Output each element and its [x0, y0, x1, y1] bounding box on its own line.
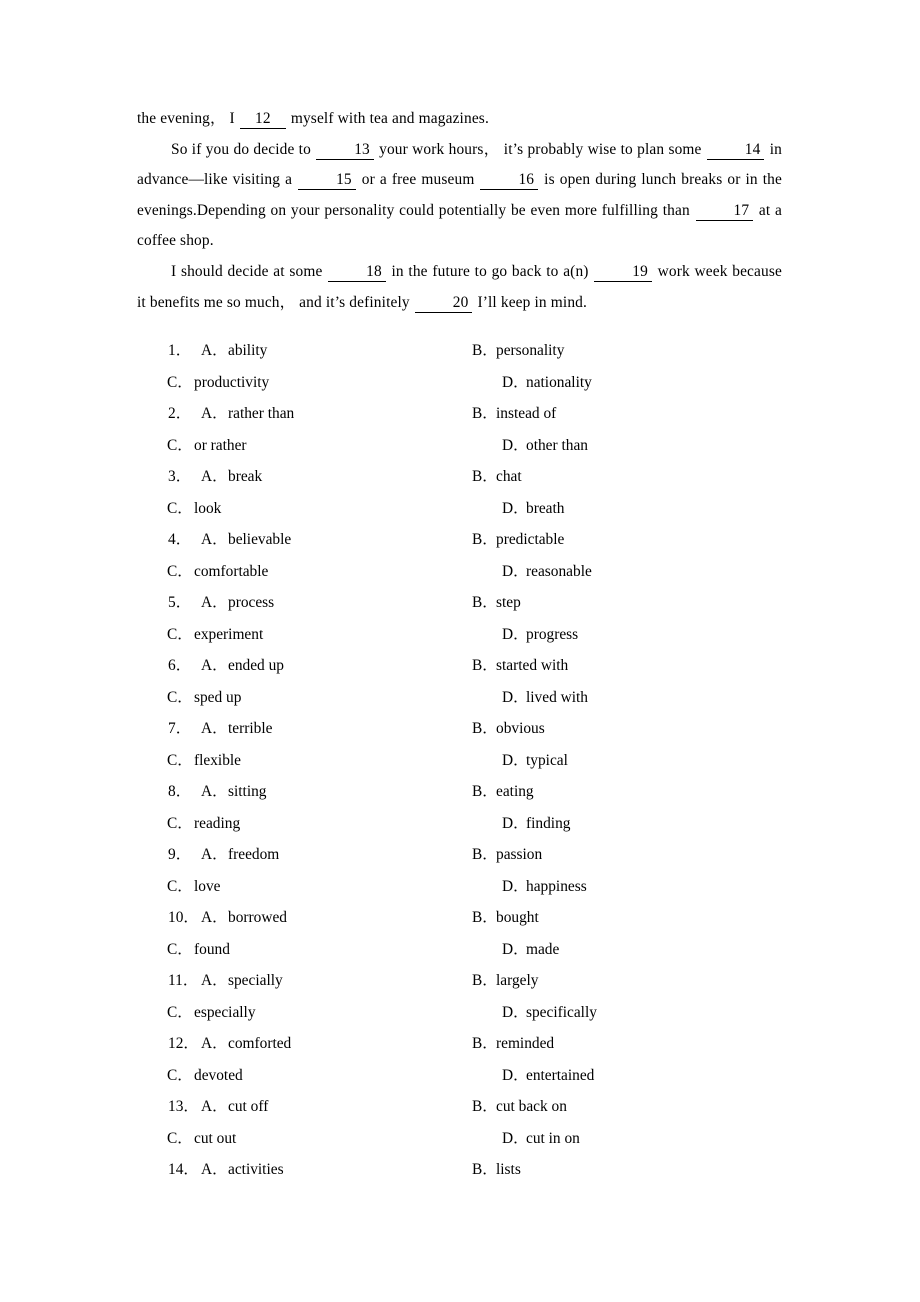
- answer-blank[interactable]: 20: [415, 294, 473, 313]
- option-letter: D．: [502, 499, 529, 517]
- option-text[interactable]: experiment: [194, 625, 264, 643]
- question-number: 3．: [168, 468, 192, 486]
- option-text[interactable]: obvious: [496, 720, 545, 738]
- passage-text: work week because it benefits me so much， and it’s definitely: [137, 262, 782, 311]
- question-number: 2．: [168, 405, 192, 423]
- passage-paragraph: [137, 104, 782, 135]
- option-text[interactable]: cut off: [228, 1098, 269, 1116]
- option-text[interactable]: cut back on: [496, 1098, 567, 1116]
- option-text[interactable]: finding: [526, 814, 571, 832]
- option-text[interactable]: other than: [526, 436, 588, 454]
- option-letter: B．: [472, 342, 498, 360]
- option-text[interactable]: eating: [496, 783, 534, 801]
- option-letter: A．: [201, 1161, 228, 1179]
- option-letter: C．: [167, 373, 193, 391]
- option-text[interactable]: freedom: [228, 846, 280, 864]
- option-text[interactable]: cut in on: [526, 1129, 580, 1147]
- option-row: [137, 1028, 782, 1060]
- option-text[interactable]: started with: [496, 657, 569, 675]
- option-text[interactable]: love: [194, 877, 221, 895]
- option-letter: A．: [201, 909, 228, 927]
- option-letter: B．: [472, 468, 498, 486]
- passage-paragraph: [137, 257, 782, 318]
- option-letter: A．: [201, 405, 228, 423]
- option-row: [137, 367, 782, 399]
- option-text[interactable]: believable: [228, 531, 292, 549]
- option-text[interactable]: bought: [496, 909, 539, 927]
- option-text[interactable]: cut out: [194, 1129, 237, 1147]
- option-row: [137, 461, 782, 493]
- option-text[interactable]: specifically: [526, 1003, 597, 1021]
- answer-blank[interactable]: 14: [707, 141, 765, 160]
- option-letter: B．: [472, 405, 498, 423]
- option-letter: B．: [472, 972, 498, 990]
- option-letter: D．: [502, 940, 529, 958]
- option-letter: D．: [502, 751, 529, 769]
- question-number: 14．: [168, 1161, 199, 1179]
- option-letter: D．: [502, 1003, 529, 1021]
- passage-text: in advance—like visiting a: [137, 140, 782, 189]
- question-number: 11．: [168, 972, 199, 990]
- option-text[interactable]: ended up: [228, 657, 284, 675]
- passage-text: myself with tea and magazines.: [286, 110, 489, 127]
- question-number: 8．: [168, 783, 192, 801]
- option-letter: C．: [167, 751, 193, 769]
- option-row: [137, 934, 782, 966]
- option-letter: A．: [201, 1035, 228, 1053]
- question-number: 6．: [168, 657, 192, 675]
- option-letter: A．: [201, 531, 228, 549]
- option-text[interactable]: nationality: [526, 373, 592, 391]
- passage-text: is open during lunch breaks or in the evenings.Depending on your personality could potentially be even more fulfilling than: [137, 171, 782, 219]
- option-text[interactable]: ability: [228, 342, 268, 360]
- option-text[interactable]: look: [194, 499, 222, 517]
- option-row: [137, 965, 782, 997]
- option-text[interactable]: sped up: [194, 688, 242, 706]
- option-text[interactable]: progress: [526, 625, 579, 643]
- option-row: [137, 1091, 782, 1123]
- passage-text: So if you do decide to: [171, 140, 316, 158]
- option-row: [137, 619, 782, 651]
- passage-text: I should decide at some: [171, 262, 328, 280]
- option-row: [137, 430, 782, 462]
- option-letter: A．: [201, 657, 228, 675]
- option-text[interactable]: made: [526, 940, 560, 958]
- option-row: [137, 745, 782, 777]
- option-text[interactable]: rather than: [228, 405, 295, 423]
- option-letter: D．: [502, 625, 529, 643]
- option-letter: C．: [167, 1066, 193, 1084]
- option-letter: A．: [201, 972, 228, 990]
- option-text[interactable]: breath: [526, 499, 565, 517]
- option-row: [137, 902, 782, 934]
- option-text[interactable]: terrible: [228, 720, 273, 738]
- option-row: [137, 587, 782, 619]
- cloze-passage: [137, 104, 782, 318]
- option-letter: B．: [472, 909, 498, 927]
- option-row: [137, 682, 782, 714]
- answer-blank[interactable]: 19: [594, 263, 652, 282]
- option-letter: C．: [167, 499, 193, 517]
- option-text[interactable]: break: [228, 468, 263, 486]
- option-text[interactable]: instead of: [496, 405, 557, 423]
- option-text[interactable]: chat: [496, 468, 522, 486]
- option-letter: B．: [472, 1098, 498, 1116]
- passage-text: or a free museum: [356, 171, 480, 189]
- answer-blank[interactable]: 17: [696, 202, 754, 221]
- option-row: [137, 1154, 782, 1186]
- option-text[interactable]: specially: [228, 972, 283, 990]
- option-letter: C．: [167, 625, 193, 643]
- option-text[interactable]: passion: [496, 846, 543, 864]
- question-number: 12．: [168, 1035, 199, 1053]
- answer-blank[interactable]: 12: [240, 110, 286, 129]
- option-row: [137, 493, 782, 525]
- option-text[interactable]: reasonable: [526, 562, 592, 580]
- option-letter: B．: [472, 720, 498, 738]
- question-number: 9．: [168, 846, 192, 864]
- option-letter: A．: [201, 468, 228, 486]
- option-row: [137, 650, 782, 682]
- option-letter: D．: [502, 562, 529, 580]
- option-letter: B．: [472, 1161, 498, 1179]
- option-row: [137, 776, 782, 808]
- question-number: 10．: [168, 909, 199, 927]
- option-letter: A．: [201, 783, 228, 801]
- option-row: [137, 1060, 782, 1092]
- option-text[interactable]: borrowed: [228, 909, 287, 927]
- option-letter: D．: [502, 1066, 529, 1084]
- answer-blank[interactable]: 16: [480, 171, 538, 190]
- option-letter: B．: [472, 1035, 498, 1053]
- option-row: [137, 713, 782, 745]
- option-letter: C．: [167, 1003, 193, 1021]
- passage-text: I’ll keep in mind.: [473, 293, 588, 311]
- option-letter: B．: [472, 594, 498, 612]
- question-number: 4．: [168, 531, 192, 549]
- passage-text: at a coffee shop.: [137, 201, 782, 250]
- answer-blank[interactable]: 13: [316, 141, 374, 160]
- option-letter: A．: [201, 846, 228, 864]
- option-row: [137, 808, 782, 840]
- answer-blank[interactable]: 18: [328, 263, 386, 282]
- option-letter: B．: [472, 531, 498, 549]
- option-letter: C．: [167, 688, 193, 706]
- option-text[interactable]: comforted: [228, 1035, 292, 1053]
- option-letter: A．: [201, 342, 228, 360]
- option-row: [137, 556, 782, 588]
- option-letter: A．: [201, 720, 228, 738]
- question-number: 5．: [168, 594, 192, 612]
- option-text[interactable]: reminded: [496, 1035, 555, 1053]
- option-text[interactable]: lived with: [526, 688, 588, 706]
- option-text[interactable]: personality: [496, 342, 565, 360]
- option-letter: A．: [201, 594, 228, 612]
- question-number: 7．: [168, 720, 192, 738]
- option-row: [137, 871, 782, 903]
- option-text[interactable]: especially: [194, 1003, 256, 1021]
- passage-text: your work hours， it’s probably wise to plan some: [374, 140, 706, 158]
- option-letter: B．: [472, 657, 498, 675]
- option-text[interactable]: flexible: [194, 751, 242, 769]
- option-letter: D．: [502, 814, 529, 832]
- option-text[interactable]: entertained: [526, 1066, 595, 1084]
- option-text[interactable]: found: [194, 940, 230, 958]
- answer-blank[interactable]: 15: [298, 171, 356, 190]
- option-letter: D．: [502, 877, 529, 895]
- page-content: [137, 104, 782, 1186]
- option-letter: C．: [167, 562, 193, 580]
- option-text[interactable]: sitting: [228, 783, 267, 801]
- passage-text: the evening， I: [137, 110, 239, 127]
- option-letter: C．: [167, 877, 193, 895]
- option-letter: A．: [201, 1098, 228, 1116]
- option-text[interactable]: process: [228, 594, 275, 612]
- option-letter: C．: [167, 940, 193, 958]
- option-letter: C．: [167, 1129, 193, 1147]
- option-letter: C．: [167, 436, 193, 454]
- option-text[interactable]: activities: [228, 1161, 284, 1179]
- option-text[interactable]: largely: [496, 972, 539, 990]
- question-number: 13．: [168, 1098, 199, 1116]
- question-options-list: [137, 335, 782, 1186]
- option-text[interactable]: step: [496, 594, 521, 612]
- option-text[interactable]: lists: [496, 1161, 521, 1179]
- option-text[interactable]: or rather: [194, 436, 247, 454]
- option-row: [137, 524, 782, 556]
- option-text[interactable]: productivity: [194, 373, 270, 391]
- option-letter: B．: [472, 783, 498, 801]
- option-letter: C．: [167, 814, 193, 832]
- option-text[interactable]: reading: [194, 814, 241, 832]
- option-text[interactable]: predictable: [496, 531, 565, 549]
- option-letter: D．: [502, 688, 529, 706]
- option-letter: B．: [472, 846, 498, 864]
- option-row: [137, 335, 782, 367]
- question-number: 1．: [168, 342, 192, 360]
- option-letter: D．: [502, 436, 529, 454]
- option-row: [137, 839, 782, 871]
- option-row: [137, 398, 782, 430]
- option-text[interactable]: typical: [526, 751, 568, 769]
- option-letter: D．: [502, 1129, 529, 1147]
- option-text[interactable]: devoted: [194, 1066, 243, 1084]
- option-text[interactable]: happiness: [526, 877, 587, 895]
- option-row: [137, 1123, 782, 1155]
- passage-paragraph: [137, 135, 782, 257]
- passage-text: in the future to go back to a(n): [386, 262, 594, 280]
- option-letter: D．: [502, 373, 529, 391]
- option-text[interactable]: comfortable: [194, 562, 269, 580]
- option-row: [137, 997, 782, 1029]
